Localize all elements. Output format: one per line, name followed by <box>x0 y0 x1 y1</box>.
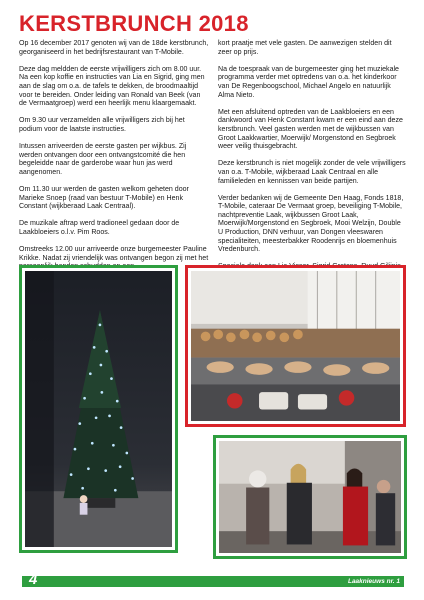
paragraph: Om 9.30 uur verzamelden alle vrijwilligers zich bij het podium voor de laatste instructies. <box>19 117 185 133</box>
buffet-photo <box>188 268 403 424</box>
arrival-photo <box>216 438 404 556</box>
page-title: KERSTBRUNCH 2018 <box>19 11 249 36</box>
christmas-tree-photo <box>22 268 175 550</box>
page-number: 4 <box>29 571 38 588</box>
paragraph: Op 16 december 2017 genoten wij van de 18de kerstbrunch, georganiseerd in het bedrijfsrestaurant van T-Mobile. <box>19 40 209 56</box>
paragraph: Intussen arriveerden de eerste gasten per wijkbus. Zij werden ontvangen door een ontvangstcomité die hen begeleidde naar de garderobe waar hun jas werd aangenomen. <box>19 143 187 176</box>
magazine-issue: Laaknieuws nr. 1 <box>347 578 400 585</box>
article-column-left <box>19 40 209 281</box>
paragraph: Verder bedanken wij de Gemeente Den Haag, Fonds 1818, T-Mobile, cateraar De Vermaat groep, beveiliging T-Mobile, nachtpreventie Laak, wijkbussen Groot Laak, Moerwijk/Morgenstond en Segbroek, Mooi Welzijn, Double U Production, DNN verhuur, van Dongen vleeswaren specialiteiten, meesterbakker Roodenrijs en bloemenhuis Vredenburch. <box>218 194 404 254</box>
article-column-right <box>218 40 406 298</box>
paragraph: Speciale dank aan Lia Visser, Sigrid Grotens, Ruud Gilijnis <box>218 263 401 271</box>
paragraph: Met een afsluitend optreden van de Laakbloeiers en een dankwoord van Henk Constant kwam er een eind aan deze kerstbrunch. Veel gasten werden met de wijkbussen van Groot Laakkwartier, Moerwijk/ Morgenstond en Segbroek weer veilig thuisgebracht. <box>218 108 403 151</box>
footer-bar <box>22 576 404 587</box>
paragraph: Deze dag meldden de eerste vrijwilligers zich om 8.00 uur. Na een kop koffie en instructies van Lia en Sigrid, ging men aan de slag om o.a. de tafels te dekken, de broodmaaltijd voor te bereiden. Onder leiding van Ronald van Beek (van de Vermaatgroep) werd een heerlijk menu klaargemaakt. <box>19 65 205 108</box>
paragraph: Na de toespraak van de burgemeester ging het muziekale programma verder met optredens van o.a. het kinderkoor van De Regenboogschool, Michael Angelo en natuurlijk Alma Nieto. <box>218 65 399 99</box>
paragraph: Deze kerstbrunch is niet mogelijk zonder de vele vrijwilligers van o.a. T-Mobile, wijkberaad Laak Centraal en alle familieleden en kennissen van beide partijen. <box>218 160 406 185</box>
paragraph: De muzikale aftrap werd tradioneel gedaan door de Laakbloeiers o.l.v. Pim Roos. <box>19 220 180 237</box>
paragraph: Om 11.30 uur werden de gasten welkom geheten door Marieke Snoep (raad van bestuur T-Mobile) en Henk Constant (wijkberaad Laak Centraal). <box>19 186 189 211</box>
paragraph: Omstreeks 12.00 uur arriveerde onze burgemeester Pauline Krikke. Nadat zij vriendelijk was ontvangen begon zij met het persoonlijk handen schudden en een <box>19 246 209 271</box>
paragraph: kort praatje met vele gasten. De aanwezigen stelden dit zeer op prijs. <box>218 40 392 56</box>
